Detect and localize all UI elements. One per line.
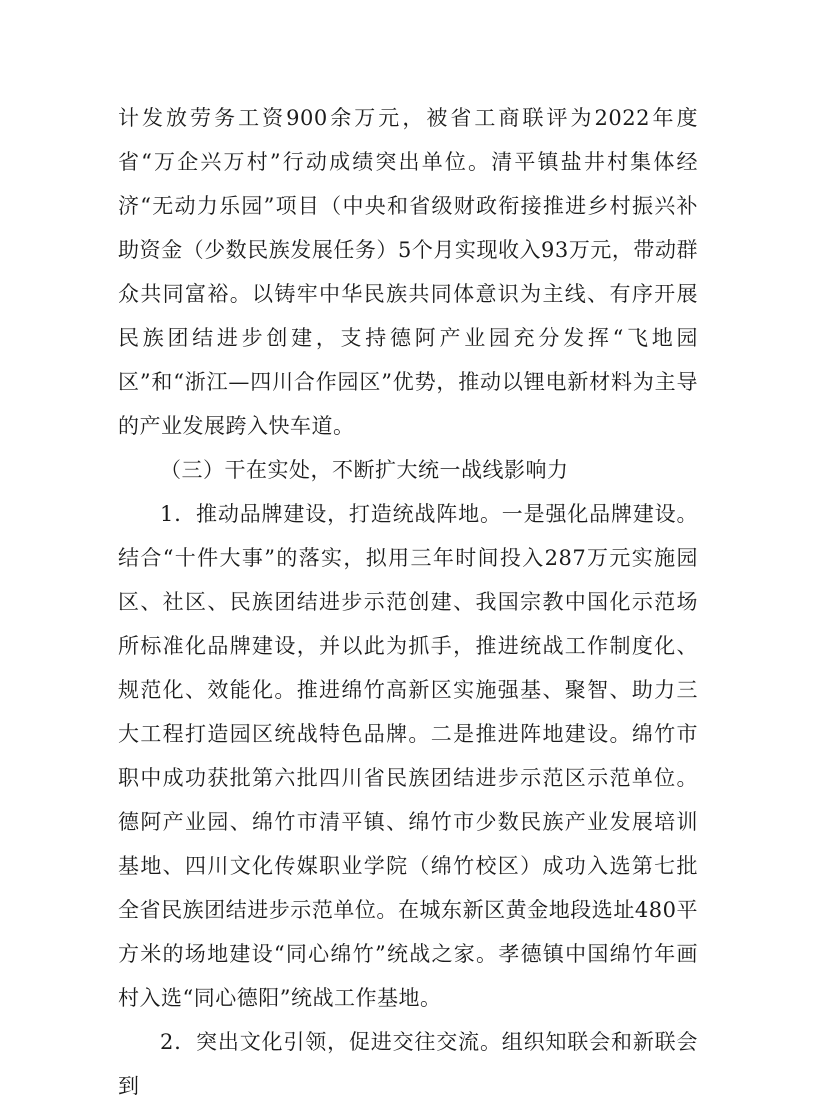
paragraph-cultural-guidance: 2．突出文化引领，促进交往交流。组织知联会和新联会到 — [118, 1030, 698, 1098]
paragraph-brand-building: 1．推动品牌建设，打造统战阵地。一是强化品牌建设。结合“十件大事”的落实，拟用三年时间投入287万元实施园区、社区、民族团结进步示范创建、我国宗教中国化示范场所标准化品牌建设，并以此为抓手，推进统战工作制度化、规范化、效能化。推进绵竹高新区实施强基、聚智、助力三大工程打造园区统战特色品牌。二是推进阵地建设。绵竹市职中成功获批第六批四川省民族团结进步示范区示范单位。德阿产业园、绵竹市清平镇、绵竹市少数民族产业发展培训基地、四川文化传媒职业学院（绵竹校区）成功入选第七批全省民族团结进步示范单位。在城东新区黄金地段选址480平方米的场地建设“同心绵竹”统战之家。孝德镇中国绵竹年画村入选“同心德阳”统战工作基地。 — [118, 502, 698, 1010]
document-page — [118, 96, 698, 1108]
section-heading: （三）干在实处，不断扩大统一战线影响力 — [160, 458, 569, 482]
paragraph-continuation: 计发放劳务工资900余万元，被省工商联评为2022年度省“万企兴万村”行动成绩突出单位。清平镇盐井村集体经济“无动力乐园”项目（中央和省级财政衔接推进乡村振兴补助资金（少数民族发展任务）5个月实现收入93万元，带动群众共同富裕。以铸牢中华民族共同体意识为主线、有序开展民族团结进步创建，支持德阿产业园充分发挥“飞地园区”和“浙江—四川合作园区”优势，推动以锂电新材料为主导的产业发展跨入快车道。 — [118, 106, 698, 438]
